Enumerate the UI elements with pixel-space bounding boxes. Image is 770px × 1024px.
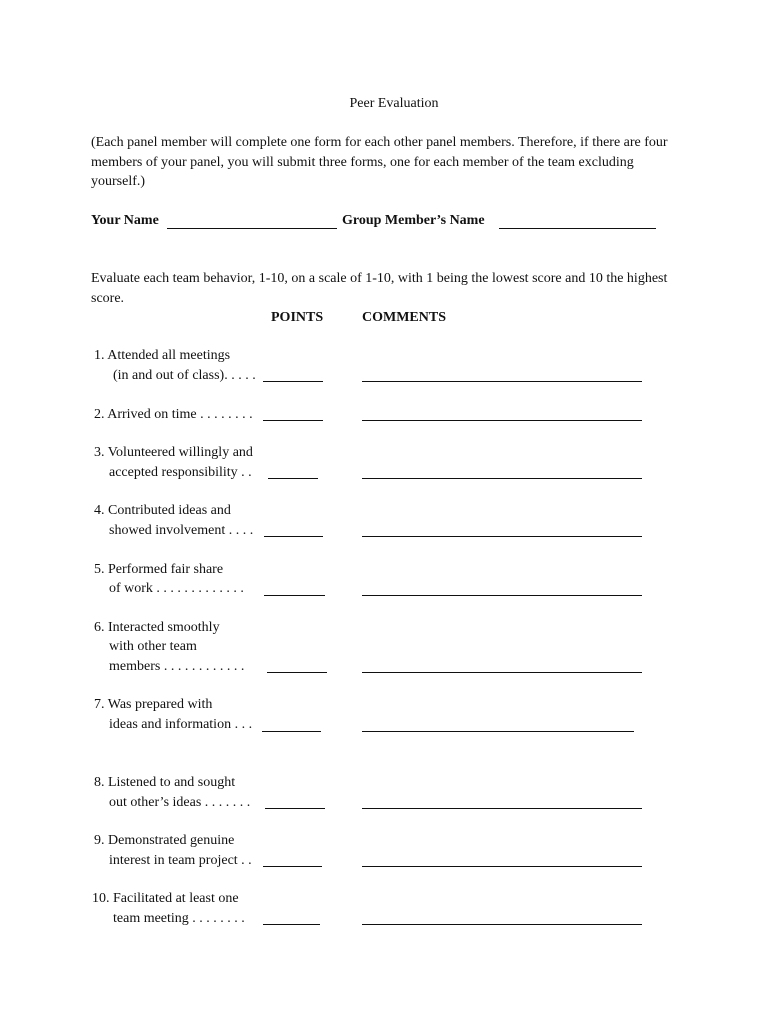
points-column-header: POINTS	[271, 310, 324, 325]
item-8-label: 8. Listened to and sought	[94, 775, 236, 790]
item-1-points-field[interactable]	[263, 381, 323, 382]
item-9-label-cont: interest in team project . .	[109, 853, 252, 868]
item-10-label-cont: team meeting . . . . . . . .	[113, 911, 245, 926]
item-7-label: 7. Was prepared with	[94, 697, 213, 712]
item-5-points-field[interactable]	[264, 595, 325, 596]
item-4-points-field[interactable]	[264, 536, 323, 537]
your-name-label: Your Name	[91, 213, 159, 228]
item-2-label: 2. Arrived on time . . . . . . . .	[94, 407, 253, 422]
item-6-label-cont: with other team	[109, 639, 197, 654]
comments-column-header: COMMENTS	[362, 310, 446, 325]
item-8-points-field[interactable]	[265, 808, 325, 809]
your-name-field[interactable]	[167, 228, 337, 229]
item-6-points-field[interactable]	[267, 672, 327, 673]
item-5-label-cont: of work . . . . . . . . . . . . .	[109, 581, 244, 596]
item-2-comments-field[interactable]	[362, 420, 642, 421]
item-4-label: 4. Contributed ideas and	[94, 503, 231, 518]
item-3-comments-field[interactable]	[362, 478, 642, 479]
item-1-label: 1. Attended all meetings	[94, 348, 231, 363]
item-10-label: 10. Facilitated at least one	[92, 891, 239, 906]
item-10-comments-field[interactable]	[362, 924, 642, 925]
item-2-points-field[interactable]	[263, 420, 323, 421]
item-8-label-cont: out other’s ideas . . . . . . .	[109, 795, 251, 810]
intro-paragraph: (Each panel member will complete one form for each other panel members. Therefore, if there are four members of your panel, you will submit three forms, one for each member of the team excluding yourself.)	[91, 135, 668, 189]
item-7-label-cont: ideas and information . . .	[109, 717, 253, 732]
item-3-label: 3. Volunteered willingly and	[94, 445, 253, 460]
item-7-comments-field[interactable]	[362, 731, 634, 732]
item-9-points-field[interactable]	[263, 866, 322, 867]
item-3-points-field[interactable]	[268, 478, 318, 479]
item-6-label-cont-2: members . . . . . . . . . . . .	[109, 659, 245, 674]
item-9-comments-field[interactable]	[362, 866, 642, 867]
instructions-paragraph: Evaluate each team behavior, 1-10, on a scale of 1-10, with 1 being the lowest score and 10 the highest score.	[91, 271, 668, 306]
group-member-name-field[interactable]	[499, 228, 656, 229]
item-5-label: 5. Performed fair share	[94, 562, 224, 577]
item-6-label: 6. Interacted smoothly	[94, 620, 220, 635]
item-9-label: 9. Demonstrated genuine	[94, 833, 235, 848]
item-6-comments-field[interactable]	[362, 672, 642, 673]
item-1-comments-field[interactable]	[362, 381, 642, 382]
item-5-comments-field[interactable]	[362, 595, 642, 596]
item-4-comments-field[interactable]	[362, 536, 642, 537]
item-4-label-cont: showed involvement . . . .	[109, 523, 254, 538]
item-7-points-field[interactable]	[262, 731, 321, 732]
item-8-comments-field[interactable]	[362, 808, 642, 809]
item-10-points-field[interactable]	[263, 924, 320, 925]
page-title: Peer Evaluation	[349, 96, 439, 111]
item-3-label-cont: accepted responsibility . .	[109, 465, 252, 480]
group-member-label: Group Member’s Name	[342, 213, 485, 228]
item-1-label-cont: (in and out of class). . . . .	[113, 368, 256, 383]
